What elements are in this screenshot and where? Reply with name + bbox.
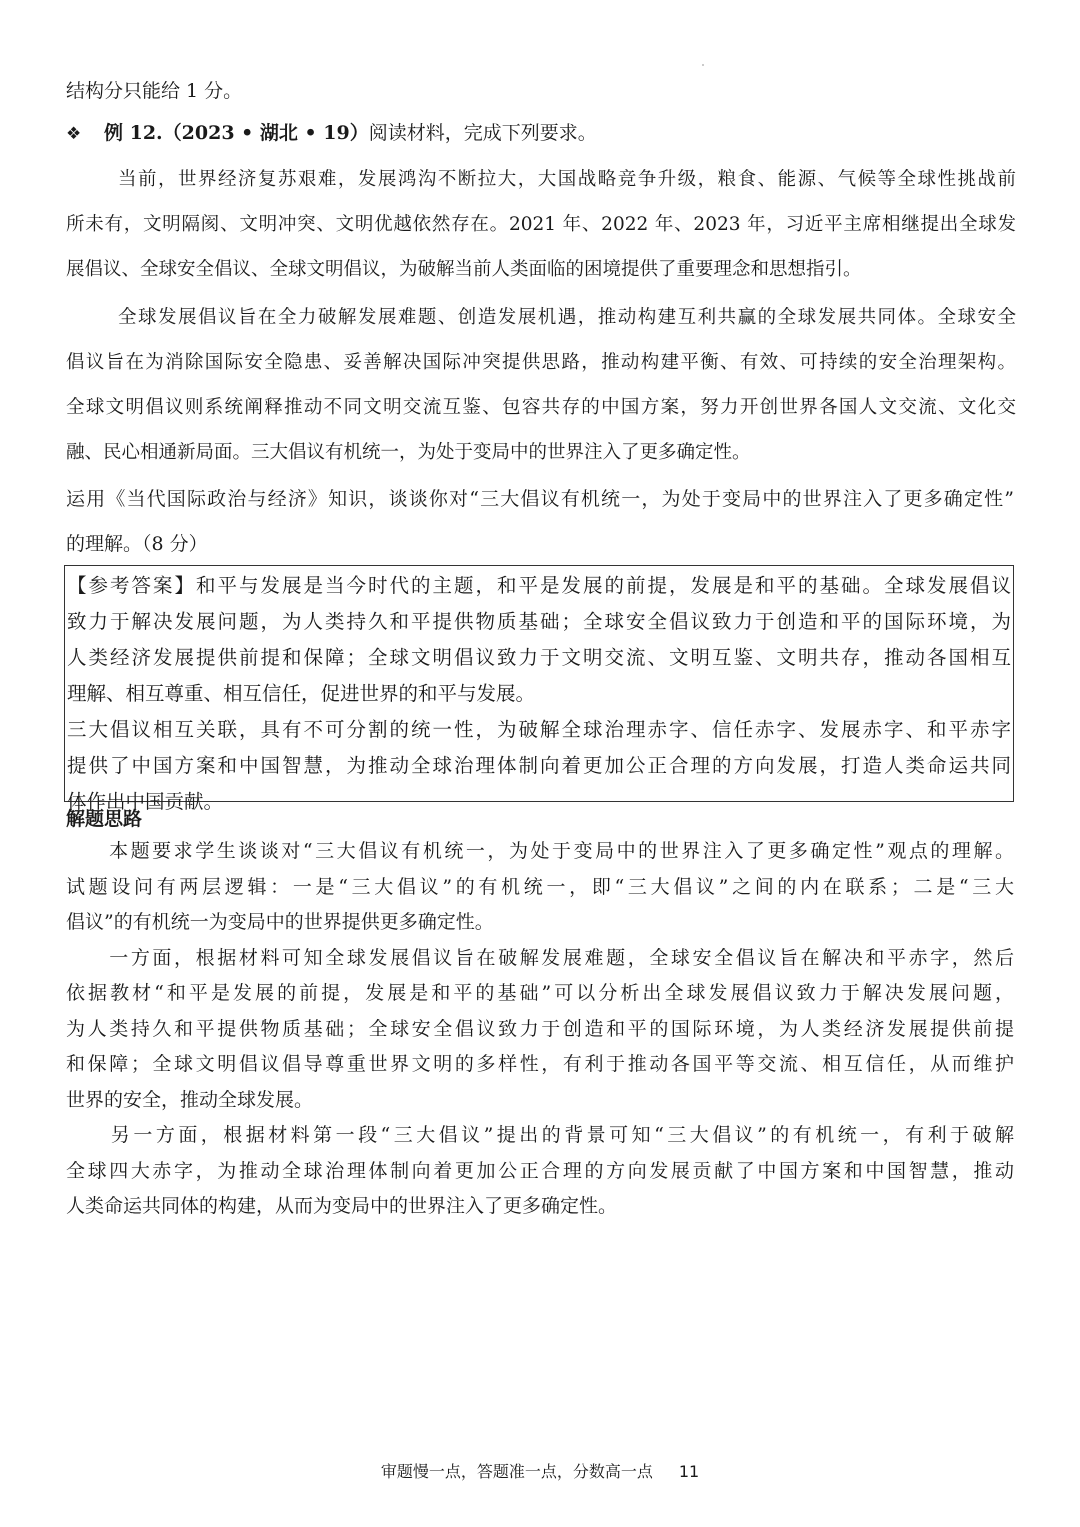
- analysis-line: 和保障；全球文明倡议倡导尊重世界文明的多样性，有利于推动各国平等交流、相互信任，从而维护: [66, 1053, 1014, 1075]
- analysis-title: 解题思路: [66, 808, 143, 830]
- material-line: 融、民心相通新局面。三大倡议有机统一，为处于变局中的世界注入了更多确定性。: [66, 442, 751, 463]
- analysis-line: 一方面，根据材料可知全球发展倡议旨在破解发展难题，全球安全倡议旨在解决和平赤字，然后: [66, 946, 1014, 969]
- material-line: 全球发展倡议旨在全力破解发展难题、创造发展机遇，推动构建互利共赢的全球发展共同体。全球安全: [118, 307, 1016, 328]
- page-footer: [0, 1459, 1080, 1482]
- question-line: 运用《当代国际政治与经济》知识，谈谈你对“三大倡议有机统一，为处于变局中的世界注入了更多确定性”: [66, 488, 1014, 510]
- material-paragraph-2: [66, 295, 1016, 475]
- example-label: 例 12.（2023 • 湖北 • 19）: [104, 122, 369, 144]
- material-line: 全球文明倡议则系统阐释推动不同文明交流互鉴、包容共存的中国方案，努力开创世界各国人文交流、文化交: [66, 397, 1016, 418]
- answer-line: 体作出中国贡献。: [67, 790, 224, 813]
- analysis-line: 依据教材“和平是发展的前提，发展是和平的基础”可以分析出全球发展倡议致力于解决发展问题，: [66, 982, 1014, 1004]
- answer-line: 致力于解决发展问题，为人类持久和平提供物质基础；全球安全倡议致力于创造和平的国际环境，为: [67, 610, 1011, 633]
- page-number: 11: [678, 1462, 700, 1481]
- reference-answer-box: [64, 565, 1014, 813]
- material-paragraph-1: [66, 157, 1016, 292]
- answer-line: 提供了中国方案和中国智慧，为推动全球治理体制向着更加公正合理的方向发展，打造人类命运共同: [67, 754, 1011, 777]
- material-line: 所未有，文明隔阂、文明冲突、文明优越依然存在。2021 年、2022 年、2023 年，习近平主席相继提出全球发: [66, 214, 1016, 235]
- analysis-line: 本题要求学生谈谈对“三大倡议有机统一，为处于变局中的世界注入了更多确定性”观点的理解。: [66, 840, 1014, 862]
- material-line: 展倡议、全球安全倡议、全球文明倡议，为破解当前人类面临的困境提供了重要理念和思想指引。: [66, 259, 862, 280]
- material-line: 倡议旨在为消除国际安全隐患、妥善解决国际冲突提供思路，推动构建平衡、有效、可持续的安全治理架构。: [66, 352, 1016, 373]
- answer-line: 理解、相互尊重、相互信任，促进世界的和平与发展。: [67, 682, 536, 705]
- analysis-body: [66, 834, 1014, 1225]
- answer-line: 三大倡议相互关联，具有不可分割的统一性，为破解全球治理赤字、信任赤字、发展赤字、和平赤字: [67, 718, 1011, 741]
- footer-slogan: 审题慢一点，答题准一点，分数高一点: [380, 1462, 653, 1481]
- analysis-line: 倡议”的有机统一为变局中的世界提供更多确定性。: [66, 911, 494, 933]
- answer-line: 人类经济发展提供前提和保障；全球文明倡议致力于文明交流、文明互鉴、文明共存，推动各国相互: [67, 646, 1011, 669]
- analysis-line: 世界的安全，推动全球发展。: [66, 1088, 314, 1111]
- example-heading: [66, 118, 597, 145]
- scan-speck: [702, 64, 704, 66]
- analysis-line: 为人类持久和平提供物质基础；全球安全倡议致力于创造和平的国际环境，为人类经济发展提供前提: [66, 1017, 1014, 1040]
- analysis-line: 试题设问有两层逻辑：一是“三大倡议”的有机统一，即“三大倡议”之间的内在联系；二是“三大: [66, 875, 1014, 898]
- carryover-line: 结构分只能给 1 分。: [66, 80, 243, 102]
- diamond-bullet-icon: ❖: [66, 124, 82, 144]
- analysis-line: 全球四大赤字，为推动全球治理体制向着更加公正合理的方向发展贡献了中国方案和中国智慧，推动: [66, 1159, 1014, 1182]
- analysis-line: 另一方面，根据材料第一段“三大倡议”提出的背景可知“三大倡议”的有机统一，有利于破解: [66, 1124, 1014, 1146]
- example-instruction: 阅读材料，完成下列要求。: [368, 122, 597, 144]
- analysis-line: 人类命运共同体的构建，从而为变局中的世界注入了更多确定性。: [66, 1195, 618, 1217]
- answer-line: 【参考答案】和平与发展是当今时代的主题，和平是发展的前提，发展是和平的基础。全球发展倡议: [67, 574, 1011, 597]
- question-line: 的理解。（8 分）: [66, 533, 208, 555]
- material-line: 当前，世界经济复苏艰难，发展鸿沟不断拉大，大国战略竞争升级，粮食、能源、气候等全球性挑战前: [118, 169, 1016, 190]
